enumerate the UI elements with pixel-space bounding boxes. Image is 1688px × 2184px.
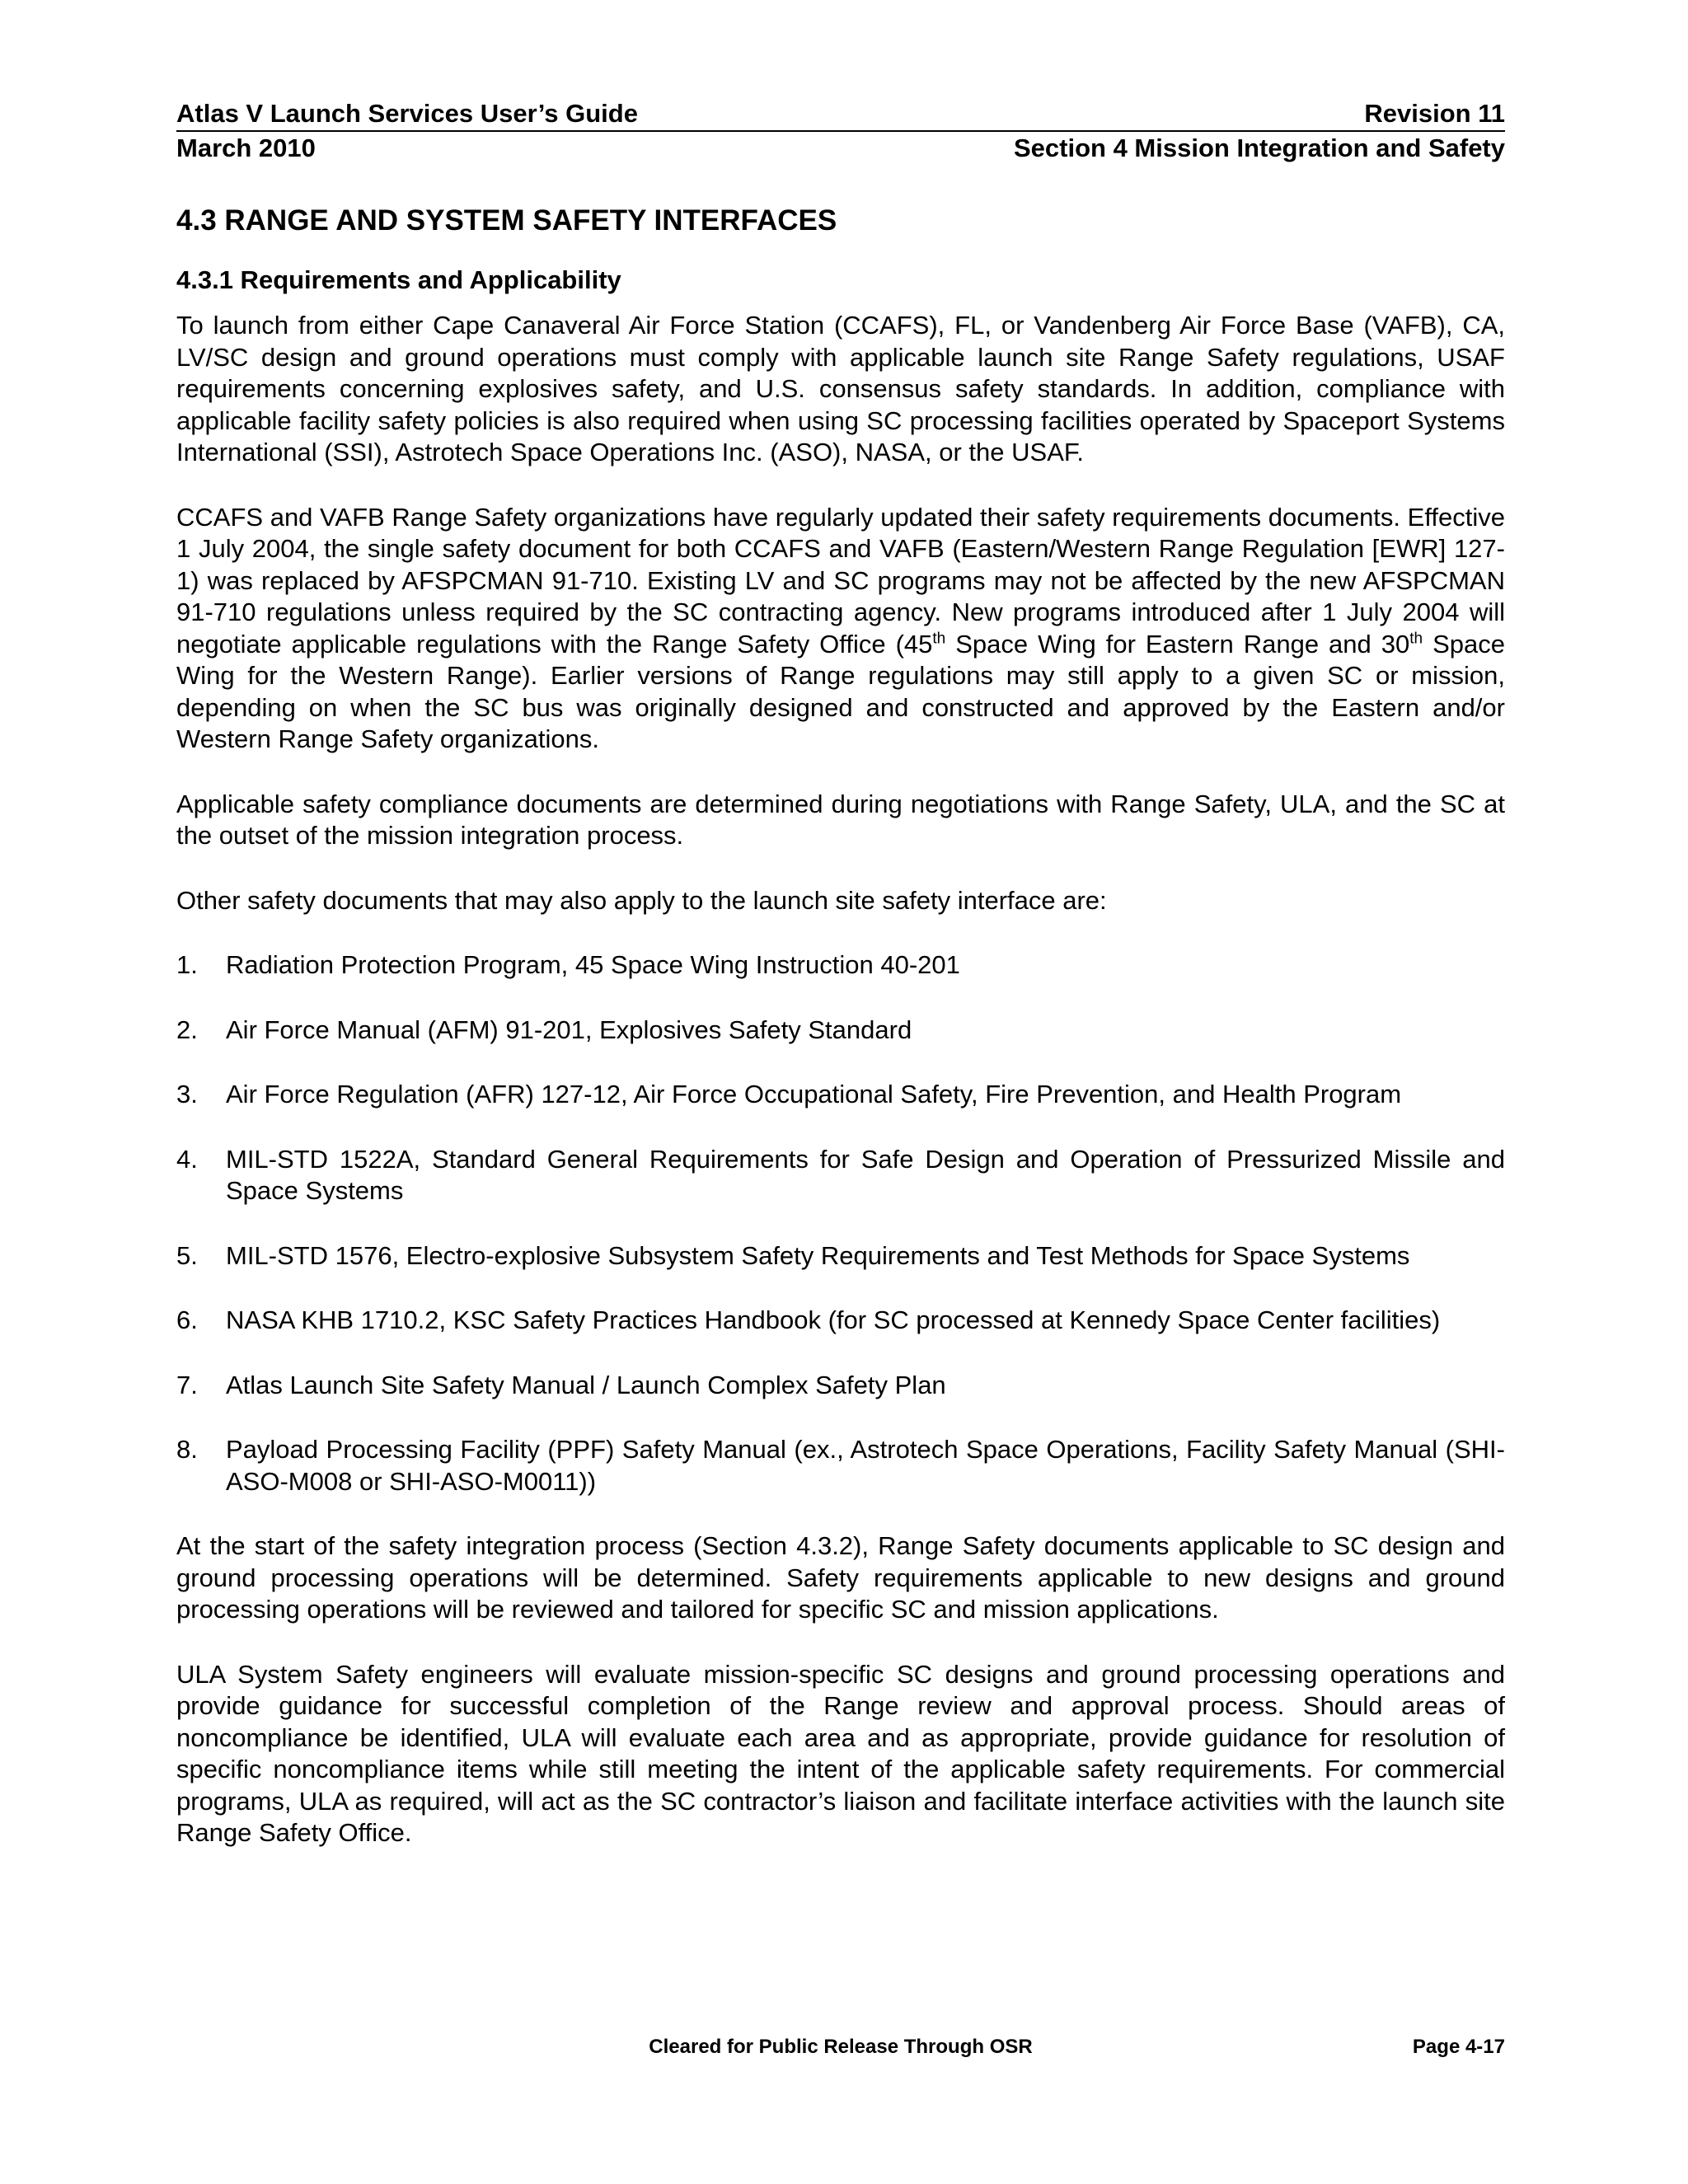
list-item-text: MIL-STD 1522A, Standard General Requirements for Safe Design and Operation of Pressurized Missile and Space Systems bbox=[226, 1144, 1505, 1205]
list-item-number: 5. bbox=[176, 1240, 198, 1270]
superscript: th bbox=[1409, 630, 1423, 648]
list-item-number: 2. bbox=[176, 1015, 198, 1044]
list-item bbox=[176, 1370, 1505, 1402]
list-item-text: Air Force Regulation (AFR) 127-12, Air Force Occupational Safety, Fire Prevention, and Health Program bbox=[226, 1080, 1402, 1108]
list-item bbox=[176, 1240, 1505, 1272]
paragraph-text-part: CCAFS and VAFB Range Safety organizations have regularly updated their safety requirements documents. Effective 1 July 2004, the single safety document for both CCAFS and VAFB (Eastern/Western Range Regulation [EWR] 127-1) was replaced by AFSPCMAN 91-710. Existing LV and SC programs may not be affected by the new AFSPCMAN 91-710 regulations unless required by the SC contracting agency. New programs introduced after 1 July 2004 will negotiate applicable regulations with the Range Safety Office (45 bbox=[176, 502, 1505, 658]
header-row-bottom bbox=[176, 132, 1505, 165]
list-item-text: NASA KHB 1710.2, KSC Safety Practices Handbook (for SC processed at Kennedy Space Center facilities) bbox=[226, 1305, 1441, 1334]
page-number: Page 4-17 bbox=[1412, 2036, 1505, 2058]
list-item-text: Air Force Manual (AFM) 91-201, Explosives Safety Standard bbox=[226, 1015, 912, 1044]
paragraph-text-part: Space Wing for the Western Range). Earlier versions of Range regulations may still apply to a given SC or mission, depending on when the SC bus was originally designed and constructed and approved by the Eastern and/or Western Range Safety organizations. bbox=[176, 629, 1505, 753]
safety-documents-list bbox=[176, 949, 1505, 1497]
paragraph-safety-integration: At the start of the safety integration process (Section 4.3.2), Range Safety documents applicable to SC design and ground processing operations will be determined. Safety requirements applicable to new designs and ground processing operations will be reviewed and tailored for specific SC and mission applications. bbox=[176, 1531, 1505, 1624]
subsection-heading: 4.3.1 Requirements and Applicability bbox=[176, 265, 621, 294]
list-item-number: 3. bbox=[176, 1080, 198, 1108]
list-item bbox=[176, 1434, 1505, 1497]
page-header bbox=[176, 97, 1505, 165]
paragraph-range-safety-documents bbox=[176, 502, 1505, 756]
list-item-number: 6. bbox=[176, 1305, 198, 1334]
paragraph-launch-requirements: To launch from either Cape Canaveral Air Force Station (CCAFS), FL, or Vandenberg Air Force Base (VAFB), CA, LV/SC design and ground operations must comply with applicable launch site Range Safety regulations, USAF requirements concerning explosives safety, and U.S. consensus safety standards. In addition, compliance with applicable facility safety policies is also required when using SC processing facilities operated by Spaceport Systems International (SSI), Astrotech Space Operations Inc. (ASO), NASA, or the USAF. bbox=[176, 311, 1505, 466]
paragraph-compliance-documents: Applicable safety compliance documents are determined during negotiations with Range Safety, ULA, and the SC at the outset of the mission integration process. bbox=[176, 789, 1505, 850]
paragraph-other-documents-intro: Other safety documents that may also apply to the launch site safety interface are: bbox=[176, 885, 1107, 915]
list-item-text: Atlas Launch Site Safety Manual / Launch Complex Safety Plan bbox=[226, 1370, 946, 1399]
section-label: Section 4 Mission Integration and Safety bbox=[1014, 134, 1505, 162]
list-item bbox=[176, 1079, 1505, 1111]
list-item-number: 7. bbox=[176, 1370, 198, 1399]
header-row-top bbox=[176, 97, 1505, 130]
superscript: th bbox=[932, 630, 946, 648]
list-item-text: MIL-STD 1576, Electro-explosive Subsystem Safety Requirements and Test Methods for Space Systems bbox=[226, 1240, 1410, 1270]
list-item-number: 8. bbox=[176, 1435, 198, 1464]
list-item-number: 1. bbox=[176, 950, 198, 979]
document-date: March 2010 bbox=[176, 134, 316, 162]
list-item bbox=[176, 1144, 1505, 1207]
list-item bbox=[176, 949, 1505, 982]
list-item-text: Payload Processing Facility (PPF) Safety Manual (ex., Astrotech Space Operations, Facility Safety Manual (SHI-ASO-M008 or SHI-ASO-M0011)) bbox=[226, 1435, 1505, 1496]
page-footer bbox=[176, 2036, 1505, 2069]
paragraph-text-part: Space Wing for Eastern Range and 30 bbox=[945, 629, 1410, 658]
list-item bbox=[176, 1015, 1505, 1047]
document-page bbox=[176, 97, 1505, 1849]
revision-label: Revision 11 bbox=[1364, 99, 1505, 128]
header-rule bbox=[176, 130, 1505, 132]
list-item-text: Radiation Protection Program, 45 Space Wing Instruction 40-201 bbox=[226, 950, 960, 979]
release-notice: Cleared for Public Release Through OSR bbox=[649, 2036, 1033, 2058]
list-item-number: 4. bbox=[176, 1144, 198, 1174]
paragraph-ula-system-safety: ULA System Safety engineers will evaluate mission-specific SC designs and ground processing operations and provide guidance for successful completion of the Range review and approval process. Should areas of noncompliance be identified, ULA will evaluate each area and as appropriate, provide guidance for resolution of specific noncompliance items while still meeting the intent of the applicable safety requirements. For commercial programs, ULA as required, will act as the SC contractor’s liaison and facilitate interface activities with the launch site Range Safety Office. bbox=[176, 1659, 1505, 1847]
document-title: Atlas V Launch Services User’s Guide bbox=[176, 99, 638, 128]
section-heading: 4.3 RANGE AND SYSTEM SAFETY INTERFACES bbox=[176, 204, 837, 237]
list-item bbox=[176, 1305, 1505, 1337]
